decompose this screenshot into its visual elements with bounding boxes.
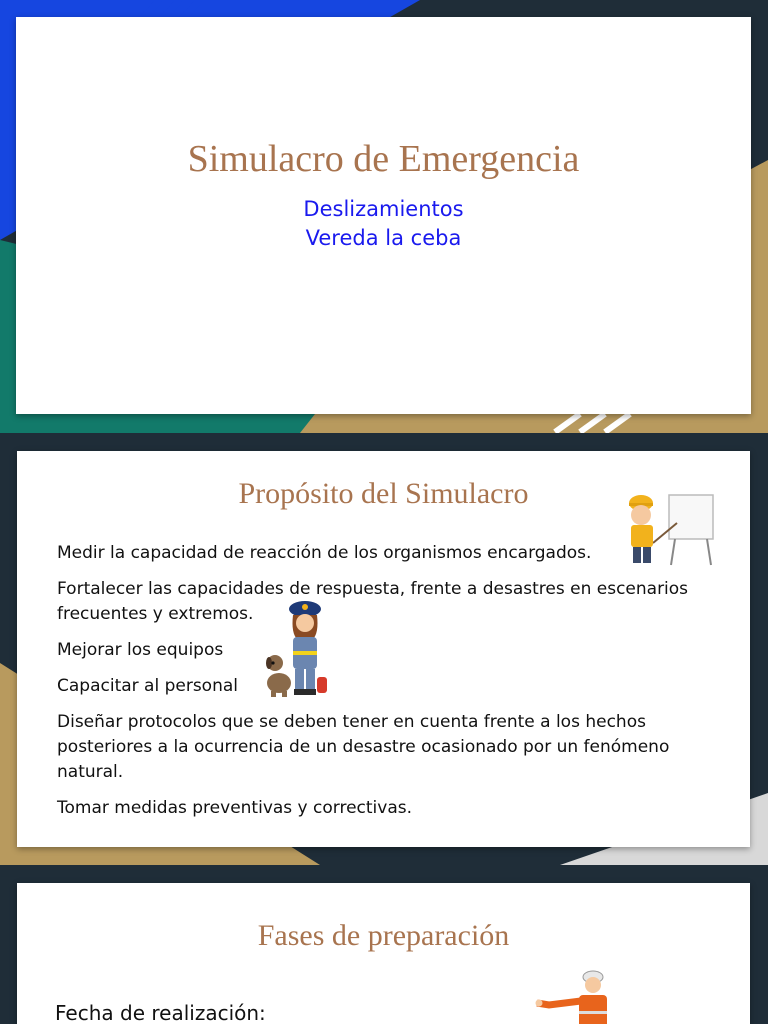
- bullet-item: Diseñar protocolos que se deben tener en cuenta frente a los hechos posteriores a la ocurrencia de un desastre ocasionado por un fenómeno natural.: [57, 712, 670, 782]
- slide-phases: [0, 865, 768, 1024]
- bullet-item: Medir la capacidad de reacción de los organismos encargados.: [57, 543, 592, 563]
- purpose-bullet-list: [57, 541, 707, 832]
- bullet-item: Capacitar al personal: [57, 676, 238, 696]
- slide-purpose: [0, 433, 768, 865]
- pointing-worker-icon: [535, 965, 625, 1024]
- bullet-item: Tomar medidas preventivas y correctivas.: [57, 798, 413, 818]
- purpose-card: [17, 451, 750, 847]
- bullet-item: Mejorar los equipos: [57, 640, 224, 660]
- slide-title: [0, 0, 768, 433]
- slide3-title: Fases de preparación: [257, 919, 510, 952]
- phases-card: [17, 883, 750, 1024]
- slide2-title: Propósito del Simulacro: [238, 477, 529, 510]
- subtitle-line2: Vereda la ceba: [305, 226, 462, 250]
- bullet-item: Fortalecer las capacidades de respuesta, frente a desastres en escenarios frecuentes y extremos.: [57, 579, 689, 624]
- date-field-label: Fecha de realización:: [55, 1001, 266, 1024]
- subtitle-line1: Deslizamientos: [303, 197, 464, 221]
- slide1-title: Simulacro de Emergencia: [187, 138, 580, 180]
- title-card: [16, 17, 751, 414]
